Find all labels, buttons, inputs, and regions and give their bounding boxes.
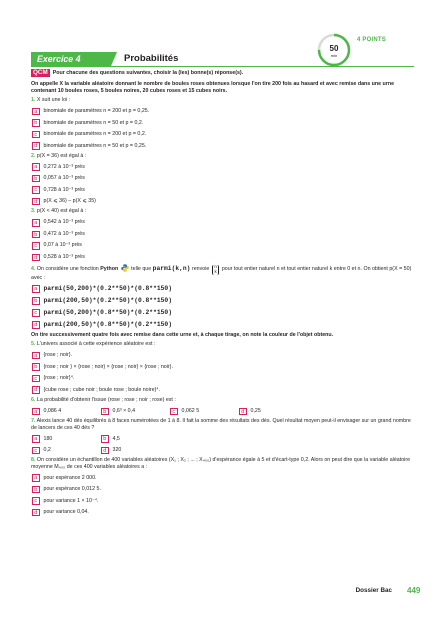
option-text: 0,528 à 10⁻³ près [43, 253, 85, 260]
option-text: 0,542 à 10⁻³ près [43, 219, 85, 226]
question-1 [31, 97, 414, 104]
option-text: 0,6³ × 0,4 [112, 407, 136, 414]
exercise-title: Probabilités [124, 53, 179, 64]
question-text: La probabilité d'obtenir l'issue (rose ; rose ; noir ; rose) est : [36, 396, 176, 403]
option-letter: c [32, 447, 40, 455]
option-letter: b [101, 435, 109, 443]
q7-options-row-2 [32, 447, 414, 455]
answer-option[interactable] [32, 108, 414, 116]
answer-option[interactable] [32, 297, 414, 305]
answer-option[interactable] [32, 186, 414, 194]
question-8 [31, 457, 414, 470]
answer-option[interactable] [170, 408, 239, 416]
exercise-label-arrow [111, 52, 117, 66]
option-text: pour variance 0,04. [43, 509, 89, 516]
option-letter: b [101, 408, 109, 416]
binomial-coefficient [212, 265, 220, 274]
option-text: parmi(50,200)*(0.8**50)*(0.2**150) [43, 308, 172, 316]
exercise-content [31, 69, 414, 516]
option-text: 0,086 4 [43, 407, 62, 414]
q8-options [31, 474, 414, 516]
option-text: {cube rose ; cube noir ; boule rose ; boule noire}⁴. [43, 386, 161, 393]
q1-options [31, 108, 414, 150]
option-text: 0,472 à 10⁻³ près [43, 230, 85, 237]
question-number: 6. [31, 396, 36, 403]
answer-option[interactable] [32, 175, 414, 183]
option-text: binomiale de paramètres n = 200 et p = 0,25. [43, 108, 150, 115]
question-4 [31, 264, 414, 281]
answer-option[interactable] [32, 142, 414, 150]
question-3 [31, 208, 414, 215]
question-number: 1. [31, 97, 36, 104]
answer-option[interactable] [101, 408, 170, 416]
q6-options [32, 408, 414, 416]
option-letter: c [170, 408, 178, 416]
python-label: Python [100, 266, 119, 273]
option-letter: b [32, 297, 40, 305]
header-rule [31, 66, 414, 67]
option-text: {rose ; noir}. [43, 352, 73, 359]
answer-option[interactable] [32, 509, 414, 517]
option-text: p(X ⩽ 36) – p(X ⩽ 35) [43, 198, 96, 205]
qcm-intro: On appelle X la variable aléatoire donnant le nombre de boules roses obtenues lorsque l'on tire 200 fois au hasard et avec remise dans une urne contenant 10 boules roses, 5 boules noires, 20 cubes roses et 15 cubes noirs. [31, 81, 395, 94]
answer-option[interactable] [32, 242, 414, 250]
q2-options [31, 163, 414, 205]
answer-option[interactable] [32, 375, 414, 383]
question-text: renvoie [191, 266, 210, 273]
option-letter: d [239, 408, 247, 416]
answer-option[interactable] [32, 447, 101, 455]
draw-intro: On tire successivement quatre fois avec remise dans cette urne et, à chaque tirage, on note la couleur de l'objet obtenu. [31, 331, 334, 338]
question-number: 4. [31, 266, 36, 273]
answer-option[interactable] [32, 352, 414, 360]
option-letter: a [32, 285, 40, 293]
option-text: 0,07 à 10⁻³ près [43, 242, 82, 249]
question-text: X suit une loi : [36, 97, 71, 104]
option-text: pour variance 1 × 10⁻⁴. [43, 497, 99, 504]
option-text: pour espérance 0,012 5. [43, 486, 101, 493]
option-text: binomiale de paramètres n = 50 et p = 0,25. [43, 142, 147, 149]
answer-option[interactable] [32, 486, 414, 494]
answer-option[interactable] [32, 321, 414, 329]
option-letter: c [32, 497, 40, 505]
option-letter: d [32, 198, 40, 206]
python-logo-icon [121, 264, 129, 272]
question-number: 8. [31, 457, 36, 464]
option-text: 320 [112, 447, 122, 454]
question-6 [31, 397, 414, 404]
question-text: telle que [131, 266, 152, 273]
footer-label: Dossier Bac [355, 587, 392, 594]
badge-number: 50 [329, 44, 339, 53]
option-letter: c [32, 131, 40, 139]
answer-option[interactable] [32, 231, 414, 239]
answer-option[interactable] [239, 408, 308, 416]
q4-options [31, 285, 414, 328]
option-letter: a [32, 408, 40, 416]
option-letter: b [32, 231, 40, 239]
answer-option[interactable] [32, 363, 414, 371]
option-letter: a [32, 163, 40, 171]
option-letter: d [32, 321, 40, 329]
q7-options-row-1 [32, 435, 414, 443]
option-letter: a [32, 219, 40, 227]
question-text: pour tout entier naturel n et tout entier naturel k entre 0 et n. On obtient p(X = 50) avec : [31, 266, 412, 281]
question-number: 7. [31, 418, 36, 425]
question-text: p(X = 36) est égal à : [36, 152, 87, 159]
page-number: 449 [407, 586, 421, 595]
question-text: L'univers associé à cette expérience aléatoire est : [36, 341, 156, 348]
option-text: 0,25 [250, 407, 261, 414]
points-label: 4 POINTS [357, 37, 386, 43]
answer-option[interactable] [101, 447, 170, 455]
answer-option[interactable] [32, 254, 414, 262]
option-letter: d [32, 142, 40, 150]
q3-options [31, 219, 414, 261]
binom-bottom: k [214, 269, 217, 275]
question-text: On considère une fonction [36, 266, 99, 273]
option-text: parmi(50,200)*(0.2**50)*(0.8**150) [43, 285, 172, 293]
answer-option[interactable] [32, 309, 414, 317]
option-text: 0,2 [43, 447, 51, 454]
option-letter: c [32, 309, 40, 317]
option-letter: a [32, 352, 40, 360]
option-text: 0,728 à 10⁻³ près [43, 186, 85, 193]
option-letter: b [32, 363, 40, 371]
option-text: parmi(200,50)*(0.8**50)*(0.2**150) [43, 320, 172, 328]
option-text: 0,057 à 10⁻³ près [43, 175, 85, 182]
exercise-label: Exercice 4 [31, 52, 111, 66]
answer-option[interactable] [32, 285, 414, 293]
answer-option[interactable] [32, 386, 414, 394]
question-text: p(X < 40) est égal à : [36, 208, 87, 215]
question-text: On considère un échantillon de 400 variables aléatoires (X₁ ; X₂ ; ... ; X₄₀₀) d'espérance égale à 5 et d'écart-type 0,2. Alors on peut dire que la variable aléatoire moyenne M₄₀₀ de ces 400 variables aléatoires a : [31, 457, 411, 470]
answer-option[interactable] [32, 198, 414, 206]
inline-code: parmi(k,n) [152, 265, 191, 273]
option-text: binomiale de paramètres n = 50 et p = 0,2. [43, 119, 144, 126]
option-text: 0,272 à 10⁻³ près [43, 163, 85, 170]
answer-option[interactable] [32, 408, 101, 416]
question-7 [31, 418, 414, 431]
option-letter: b [32, 119, 40, 127]
option-letter: b [32, 175, 40, 183]
qcm-instruction [31, 69, 414, 77]
option-letter: c [32, 375, 40, 383]
question-number: 3. [31, 208, 36, 215]
answer-option[interactable] [32, 435, 101, 443]
question-2 [31, 153, 414, 160]
option-letter: a [32, 474, 40, 482]
answer-option[interactable] [101, 435, 170, 443]
option-letter: a [32, 108, 40, 116]
badge-unit: min [330, 53, 338, 58]
qcm-instruction-text: Pour chacune des questions suivantes, choisir la (les) bonne(s) réponse(s). [52, 70, 244, 76]
qcm-tag: QCM [33, 69, 48, 76]
option-letter: d [101, 447, 109, 455]
option-text: binomiale de paramètres n = 200 et p = 0,2. [43, 131, 147, 138]
answer-option[interactable] [32, 163, 414, 171]
option-letter: c [32, 186, 40, 194]
question-text: Alexis lance 40 dés équilibrés à 8 faces numérotées de 1 à 8. Il fait la somme des résultats des dés. Quel résultat moyen peut-il envisager sur un grand nombre de lancers de ces 40 dés ? [31, 418, 411, 431]
option-text: pour espérance 2 000. [43, 474, 97, 481]
option-text: 180 [43, 435, 53, 442]
option-text: {rose ; noir}⁴. [43, 375, 75, 382]
question-5 [31, 341, 414, 348]
binom-top: n [214, 264, 217, 270]
option-text: parmi(200,50)*(0.2**50)*(0.8**150) [43, 297, 172, 305]
option-text: {rose ; noir } × {rose ; noir} × {rose ; noir} × {rose ; noir}. [43, 363, 173, 370]
duration-badge [317, 33, 351, 67]
question-number: 5. [31, 341, 36, 348]
answer-option[interactable] [32, 131, 414, 139]
answer-option[interactable] [32, 474, 414, 482]
answer-option[interactable] [32, 219, 414, 227]
option-letter: b [32, 486, 40, 494]
option-letter: d [32, 386, 40, 394]
question-number: 2. [31, 152, 36, 159]
option-letter: d [32, 254, 40, 262]
q5-options [31, 352, 414, 394]
option-letter: d [32, 509, 40, 517]
option-text: 0,062 5 [181, 407, 200, 414]
option-letter: a [32, 435, 40, 443]
option-letter: c [32, 242, 40, 250]
option-text: 4,5 [112, 435, 120, 442]
answer-option[interactable] [32, 497, 414, 505]
answer-option[interactable] [32, 119, 414, 127]
